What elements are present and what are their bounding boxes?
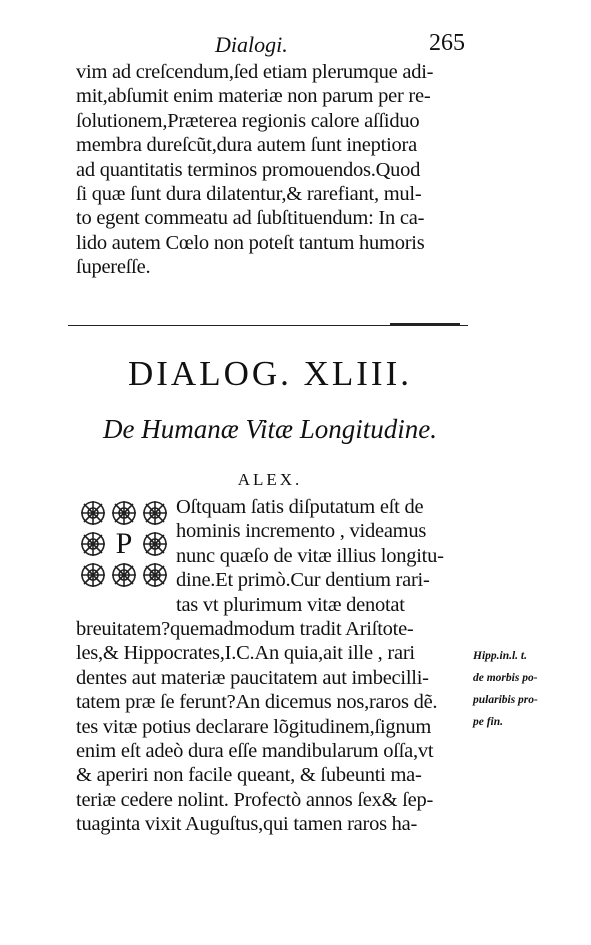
initial-letter: P bbox=[109, 528, 139, 560]
text-line: dine.Et primò.Cur dentium rari- bbox=[176, 569, 430, 592]
page-number: 265 bbox=[429, 30, 465, 56]
text-line: & aperiri non facile queant, & ſubeunti ma- bbox=[76, 764, 422, 787]
text-line: ſupereſſe. bbox=[76, 256, 151, 279]
text-line: Oſtquam ſatis diſputatum eſt de bbox=[176, 496, 424, 518]
text-line: mit,abſumit enim materiæ non parum per re- bbox=[76, 85, 431, 108]
main-paragraph bbox=[76, 617, 466, 837]
text-line: teriæ cedere nolint. Profectò annos ſex& ſep- bbox=[76, 788, 434, 811]
text-line: hominis incremento , videamus bbox=[176, 520, 427, 543]
text-line: enim eſt adeò dura eſſe mandibularum oſſa,vt bbox=[76, 740, 434, 763]
top-paragraph bbox=[76, 60, 466, 280]
text-line: les,& Hippocrates,I.C.An quia,ait ille , rari bbox=[76, 642, 415, 665]
indented-paragraph bbox=[176, 495, 471, 617]
text-line: to egent commeatu ad ſubſtituendum: In ca- bbox=[76, 207, 425, 230]
decorated-initial bbox=[78, 498, 170, 590]
section-heading: DIALOG. XLIII. bbox=[127, 354, 412, 393]
text-line: lido autem Cœlo non poteſt tantum humoris bbox=[76, 231, 425, 254]
text-line: ſi quæ ſunt dura dilatentur,& rarefiant, mul- bbox=[76, 183, 422, 206]
section-divider-accent bbox=[390, 323, 460, 326]
text-line: breuitatem?quemadmodum tradit Ariſtote- bbox=[76, 618, 414, 640]
text-line: tuaginta vixit Auguſtus,qui tamen raros ha- bbox=[76, 813, 418, 836]
text-line: tatem præ ſe ferunt?An dicemus nos,raros dẽ. bbox=[76, 691, 438, 714]
margin-note bbox=[473, 645, 588, 733]
margin-note-line: pularibis pro- bbox=[473, 694, 538, 706]
speaker-label: ALEX. bbox=[237, 470, 303, 489]
text-line: vim ad creſcendum,ſed etiam plerumque adi- bbox=[76, 61, 434, 83]
running-head-title: Dialogi. bbox=[215, 32, 288, 57]
margin-note-line: pe fin. bbox=[473, 716, 504, 728]
running-head bbox=[215, 30, 465, 64]
margin-note-line: de morbis po- bbox=[473, 672, 538, 684]
text-line: ad quantitatis terminos promouendos.Quod bbox=[76, 158, 421, 181]
text-line: tes vitæ potius declarare lõgitudinem,ſignum bbox=[76, 715, 432, 738]
text-line: tas vt plurimum vitæ denotat bbox=[176, 593, 405, 616]
text-line: nunc quæſo de vitæ illius longitu- bbox=[176, 544, 444, 567]
text-line: membra dureſcũt,dura autem ſunt ineptiora bbox=[76, 134, 417, 157]
text-line: dentes aut materiæ paucitatem aut imbecilli- bbox=[76, 666, 429, 689]
text-line: ſolutionem,Præterea regionis calore aſſiduo bbox=[76, 109, 420, 132]
section-subheading: De Humanæ Vitæ Longitudine. bbox=[103, 414, 437, 444]
margin-note-line: Hipp.in.l. t. bbox=[473, 650, 527, 662]
